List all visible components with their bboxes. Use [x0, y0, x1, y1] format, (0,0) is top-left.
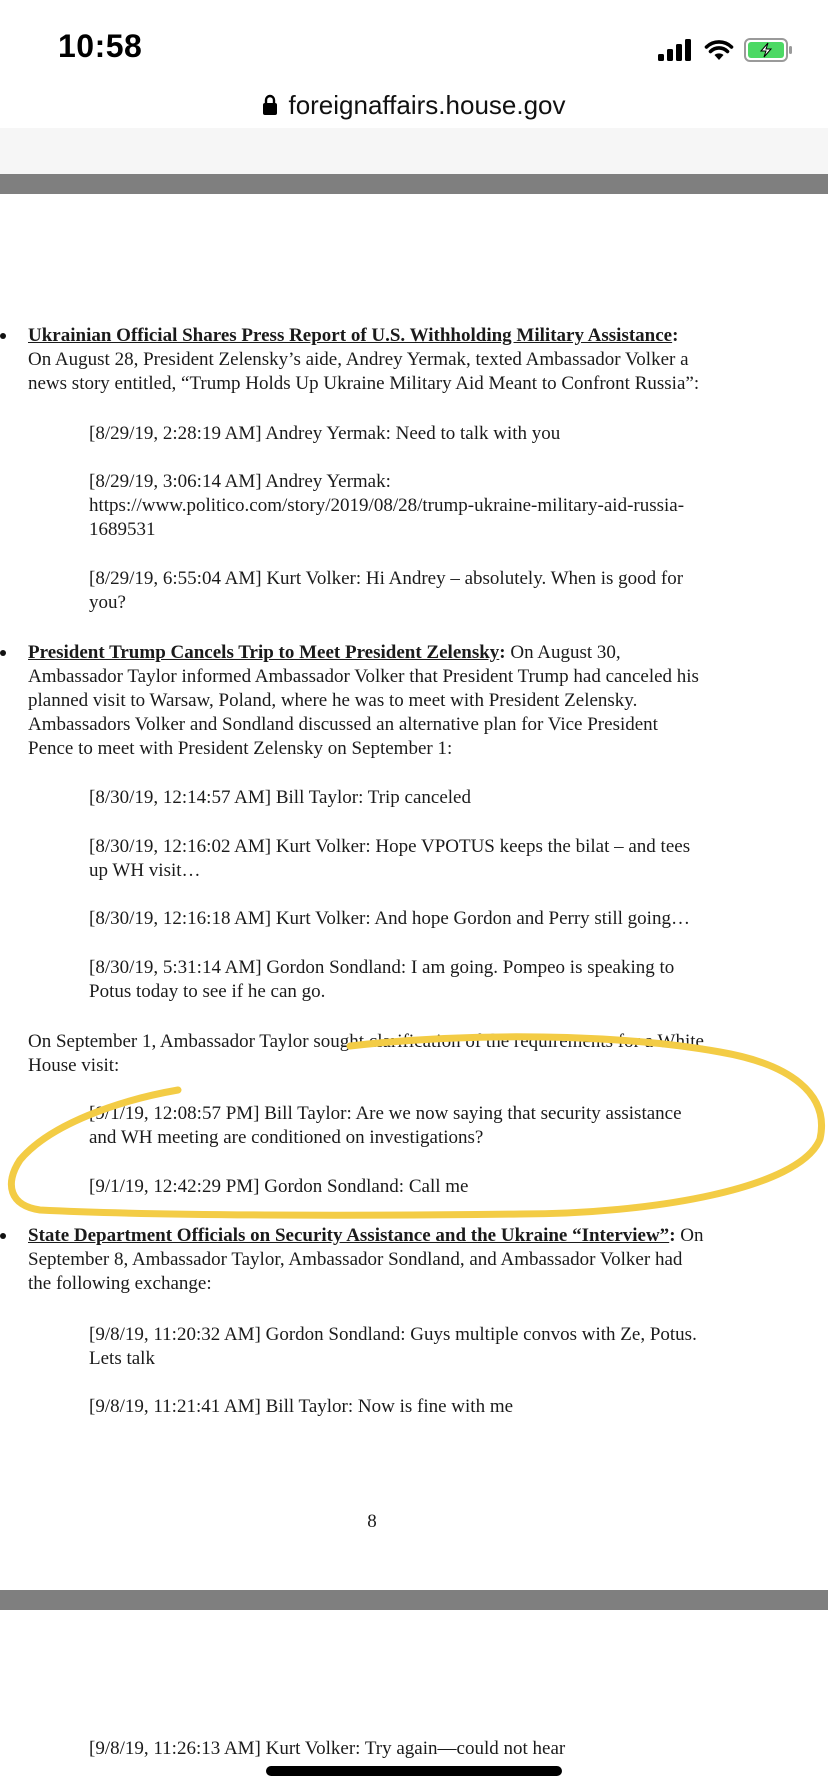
message: [89, 835, 779, 883]
message-text: [9/8/19, 11:26:13 AM] Kurt Volker: Try again—could not hear: [89, 1738, 566, 1759]
section-heading: State Department Officials on Security Assistance and the Ukraine “Interview”: [28, 1225, 670, 1246]
message-text: [9/1/19, 12:42:29 PM] Gordon Sondland: Call me: [89, 1176, 469, 1197]
next-page: [0, 1610, 828, 1792]
section-heading: President Trump Cancels Trip to Meet President Zelensky: [28, 642, 500, 663]
message-text: and WH meeting are conditioned on investigations?: [89, 1127, 484, 1148]
bullet-icon: [0, 1233, 6, 1239]
highlighted-message: [89, 1102, 779, 1150]
message-link[interactable]: 1689531: [89, 519, 156, 540]
message: [89, 422, 779, 446]
address-bar[interactable]: [0, 82, 828, 129]
message-link[interactable]: https://www.politico.com/story/2019/08/28/trump-ukraine-military-aid-russia-: [89, 495, 685, 516]
page-number: 8: [367, 1511, 377, 1532]
message-text: [8/29/19, 6:55:04 AM] Kurt Volker: Hi Andrey – absolutely. When is good for: [89, 568, 684, 589]
message-text: [8/30/19, 5:31:14 AM] Gordon Sondland: I am going. Pompeo is speaking to: [89, 957, 675, 978]
page-gap: [0, 128, 828, 174]
status-time: 10:58: [58, 28, 143, 64]
message: [89, 786, 779, 810]
section-body: On August 30,: [505, 642, 621, 663]
page-separator: [0, 174, 828, 194]
section-body: the following exchange:: [28, 1273, 212, 1294]
lock-icon: [262, 94, 278, 116]
home-indicator[interactable]: [266, 1766, 562, 1776]
message-text: [8/29/19, 2:28:19 AM] Andrey Yermak: Need to talk with you: [89, 423, 561, 444]
section-heading: Ukrainian Official Shares Press Report of U.S. Withholding Military Assistance: [28, 325, 673, 346]
heading-colon: :: [669, 1225, 676, 1246]
message-text: Potus today to see if he can go.: [89, 981, 326, 1002]
section-body: On September 1, Ambassador Taylor sought clarification of the requirements for a White: [28, 1031, 704, 1052]
section-body: planned visit to Warsaw, Poland, where he was to meet with President Zelensky.: [28, 690, 638, 711]
section-body: news story entitled, “Trump Holds Up Ukraine Military Aid Meant to Confront Russia”:: [28, 373, 700, 394]
message-text: [9/1/19, 12:08:57 PM] Bill Taylor: Are we now saying that security assistance: [89, 1103, 682, 1124]
wifi-icon: [704, 39, 734, 61]
heading-colon: :: [672, 325, 679, 346]
section-body: Ambassador Taylor informed Ambassador Volker that President Trump had canceled his: [28, 666, 699, 687]
section-yermak: [28, 324, 788, 396]
section-interview: [28, 1224, 788, 1296]
page-separator: [0, 1590, 828, 1610]
message-text: Lets talk: [89, 1348, 155, 1369]
message: [89, 956, 779, 1004]
highlighted-message: [89, 1175, 779, 1199]
message-text: you?: [89, 592, 126, 613]
section-body: Pence to meet with President Zelensky on September 1:: [28, 738, 453, 759]
message-text: [8/30/19, 12:16:18 AM] Kurt Volker: And hope Gordon and Perry still going…: [89, 908, 690, 929]
message-text: [8/30/19, 12:16:02 AM] Kurt Volker: Hope VPOTUS keeps the bilat – and tees: [89, 836, 691, 857]
highlight-annotation: [0, 194, 828, 1590]
status-icons: [658, 36, 794, 64]
message: [89, 1737, 779, 1761]
heading-colon: :: [499, 642, 506, 663]
message-text: [8/29/19, 3:06:14 AM] Andrey Yermak:: [89, 471, 391, 492]
url-text: foreignaffairs.house.gov: [288, 89, 566, 120]
message-text: up WH visit…: [89, 860, 201, 881]
message-text: [9/8/19, 11:20:32 AM] Gordon Sondland: Guys multiple convos with Ze, Potus.: [89, 1324, 697, 1345]
message: [89, 1323, 779, 1371]
section-followup: [28, 1030, 788, 1078]
section-body: Ambassadors Volker and Sondland discussed an alternative plan for Vice President: [28, 714, 658, 735]
section-body: On August 28, President Zelensky’s aide, Andrey Yermak, texted Ambassador Volker a: [28, 349, 689, 370]
signal-icon: [658, 39, 694, 61]
section-body: On: [675, 1225, 704, 1246]
section-body: House visit:: [28, 1055, 120, 1076]
status-bar: [0, 0, 828, 92]
message: [89, 470, 779, 542]
section-body: September 8, Ambassador Taylor, Ambassador Sondland, and Ambassador Volker had: [28, 1249, 683, 1270]
message: [89, 1395, 779, 1419]
bullet-icon: [0, 333, 6, 339]
message-text: [8/30/19, 12:14:57 AM] Bill Taylor: Trip canceled: [89, 787, 471, 808]
message: [89, 907, 779, 931]
bullet-icon: [0, 650, 6, 656]
battery-icon: [744, 38, 794, 62]
message: [89, 567, 779, 615]
message-text: [9/8/19, 11:21:41 AM] Bill Taylor: Now is fine with me: [89, 1396, 514, 1417]
document-page: [0, 194, 828, 1590]
section-trip-canceled: [28, 641, 788, 761]
